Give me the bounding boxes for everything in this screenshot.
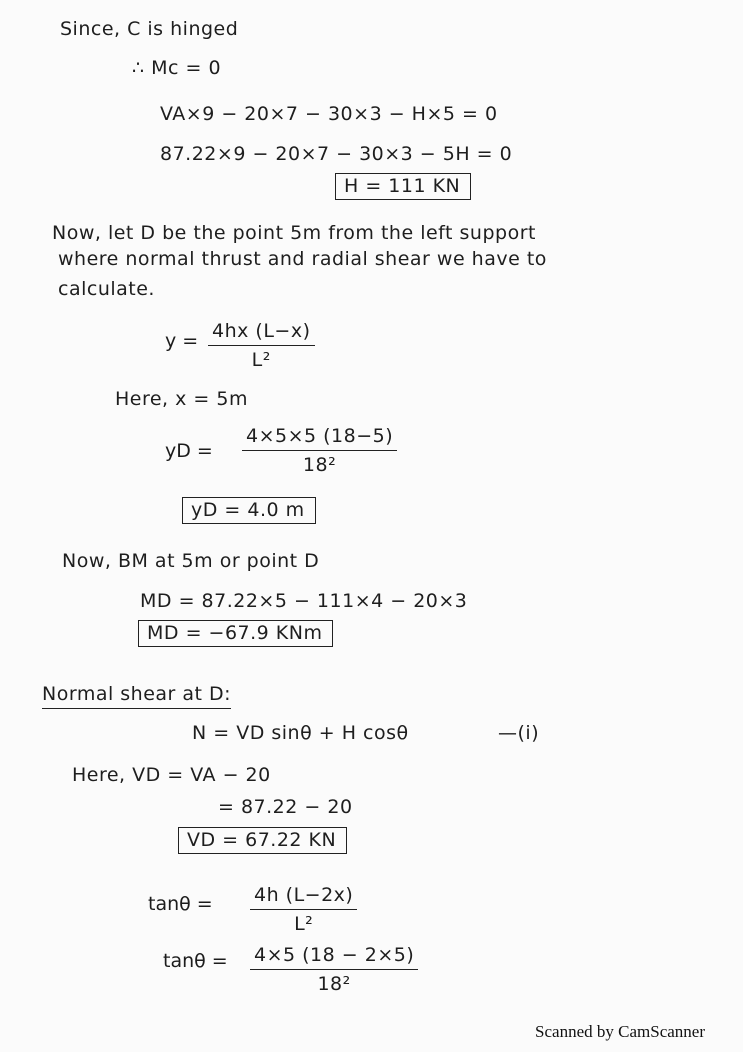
equation-moment-c: VA×9 − 20×7 − 30×3 − H×5 = 0: [160, 103, 498, 125]
formula-tan-numerator: 4h (L−2x): [250, 884, 357, 910]
formula-y-denominator: L²: [251, 349, 271, 371]
equation-normal-thrust: N = VD sinθ + H cosθ: [192, 722, 409, 744]
formula-tan-lhs: tanθ =: [148, 893, 213, 915]
formula-tan-values-numerator: 4×5 (18 − 2×5): [250, 944, 418, 970]
equation-vd-line-1: Here, VD = VA − 20: [72, 764, 271, 786]
formula-yd-lhs: yD =: [165, 440, 213, 462]
result-yd-boxed: yD = 4.0 m: [182, 497, 316, 524]
paragraph-line-1: Now, let D be the point 5m from the left support: [52, 222, 536, 244]
formula-yd-denominator: 18²: [302, 454, 337, 476]
heading-normal-shear: Normal shear at D:: [42, 683, 231, 709]
formula-tan-denominator: L²: [294, 913, 314, 935]
formula-yd-fraction: [242, 425, 397, 476]
camscanner-watermark: Scanned by CamScanner: [535, 1022, 705, 1041]
result-h-boxed: H = 111 KN: [335, 173, 471, 200]
equation-tag-i: —(i): [498, 722, 540, 744]
line-here-x: Here, x = 5m: [115, 388, 248, 410]
formula-y-numerator: 4hx (L−x): [208, 320, 315, 346]
formula-tan-values-denominator: 18²: [317, 973, 351, 995]
line-since-c-hinged: Since, C is hinged: [60, 18, 239, 40]
equation-moment-c-substituted: 87.22×9 − 20×7 − 30×3 − 5H = 0: [160, 143, 513, 165]
result-md-boxed: MD = −67.9 KNm: [138, 620, 333, 647]
formula-tan-values-lhs: tanθ =: [163, 950, 228, 972]
paragraph-line-3: calculate.: [58, 278, 155, 300]
equation-md: MD = 87.22×5 − 111×4 − 20×3: [140, 590, 468, 612]
line-bm-heading: Now, BM at 5m or point D: [62, 550, 320, 572]
line-moment-c-zero: ∴ Mc = 0: [132, 57, 222, 79]
formula-y-fraction: [208, 320, 315, 371]
formula-tan-fraction: [250, 884, 357, 935]
formula-y-lhs: y =: [165, 330, 199, 352]
formula-yd-numerator: 4×5×5 (18−5): [242, 425, 397, 451]
paragraph-line-2: where normal thrust and radial shear we have to: [58, 248, 547, 270]
equation-vd-line-2: = 87.22 − 20: [218, 796, 353, 818]
formula-tan-values-fraction: [250, 944, 418, 995]
result-vd-boxed: VD = 67.22 KN: [178, 827, 347, 854]
